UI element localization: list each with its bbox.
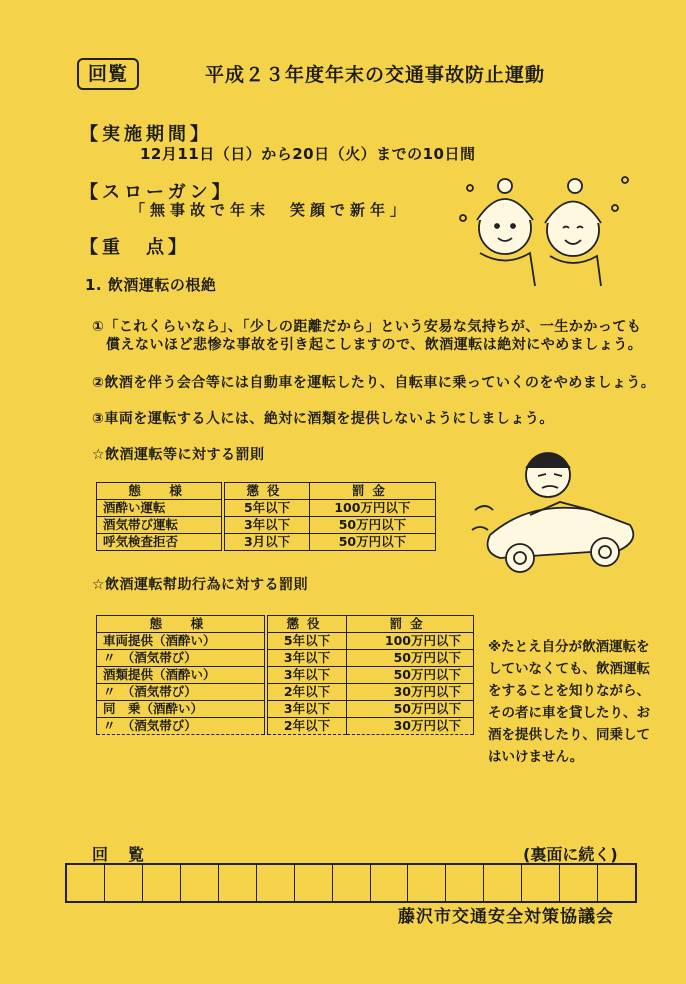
table2-cell: 50万円以下 <box>347 701 474 718</box>
table2-cell: 〃 （酒気帯び） <box>97 650 266 667</box>
table2-cell: 30万円以下 <box>347 684 474 701</box>
point-1a: ①「これくらいなら」、「少しの距離だから」という安易な気持ちが、一生かかっても <box>92 319 642 335</box>
table-row <box>97 684 474 701</box>
table2-cell: 同 乗（酒酔い） <box>97 701 266 718</box>
penalty-table-assistance <box>96 615 474 735</box>
table2-cell: 100万円以下 <box>347 633 474 650</box>
stamp-box <box>105 865 143 901</box>
table2-cell: 50万円以下 <box>347 667 474 684</box>
table2-cell: 酒類提供（酒酔い） <box>97 667 266 684</box>
page-title: 平成２３年度年末の交通事故防止運動 <box>205 64 546 86</box>
focus-item-1: 1. 飲酒運転の根絶 <box>85 276 217 294</box>
table2-header-prison: 懲役 <box>266 616 347 633</box>
stamp-box <box>219 865 257 901</box>
stamp-box <box>67 865 105 901</box>
table2-header-type: 態 様 <box>97 616 266 633</box>
point-3: ③車両を運転する人には、絶対に酒類を提供しないようにしましょう。 <box>92 411 554 427</box>
table1-cell: 50万円以下 <box>309 517 435 534</box>
stamp-box <box>333 865 371 901</box>
drunk-driver-illustration-icon <box>470 440 650 580</box>
table1-header-type: 態 様 <box>97 483 224 500</box>
table1-header-fine: 罰金 <box>309 483 435 500</box>
table1-cell: 3年以下 <box>223 517 309 534</box>
stamp-box <box>560 865 598 901</box>
table2-cell: 車両提供（酒酔い） <box>97 633 266 650</box>
table-row <box>97 500 436 517</box>
table1-cell: 呼気検査拒否 <box>97 534 224 551</box>
children-illustration-icon <box>455 168 645 288</box>
stamp-box <box>257 865 295 901</box>
table2-cell: 30万円以下 <box>347 718 474 735</box>
focus-heading: 【重 点】 <box>80 237 190 258</box>
warning-note: ※たとえ自分が飲酒運転をしていなくても、飲酒運転をすることを知りながら、その者に車を貸したり、お酒を提供したり、同乗してはいけません。 <box>488 639 650 765</box>
table2-cell: 〃 （酒気帯び） <box>97 684 266 701</box>
stamp-box <box>484 865 522 901</box>
table2-cell: 2年以下 <box>266 684 347 701</box>
slogan-text: 「無事故で年末 笑顔で新年」 <box>130 201 411 219</box>
point-2: ②飲酒を伴う会合等には自動車を運転したり、自転車に乗っていくのをやめましょう。 <box>92 375 656 391</box>
slogan-heading: 【スローガン】 <box>80 182 234 203</box>
table-row <box>97 534 436 551</box>
period-heading: 【実施期間】 <box>80 124 212 145</box>
period-text: 12月11日（日）から20日（火）までの10日間 <box>140 145 476 163</box>
table2-cell: 3年以下 <box>266 701 347 718</box>
stamp-box <box>371 865 409 901</box>
stamp-box <box>181 865 219 901</box>
organization-name: 藤沢市交通安全対策協議会 <box>398 907 614 927</box>
stamp-box <box>522 865 560 901</box>
circulation-label: 回覧 <box>92 845 165 864</box>
table1-header-prison: 懲役 <box>223 483 309 500</box>
table2-cell: 50万円以下 <box>347 650 474 667</box>
table2-header-fine: 罰金 <box>347 616 474 633</box>
table1-cell: 3月以下 <box>223 534 309 551</box>
table-row <box>97 650 474 667</box>
continued-label: (裏面に続く) <box>523 845 618 864</box>
table1-cell: 50万円以下 <box>309 534 435 551</box>
table2-cell: 3年以下 <box>266 650 347 667</box>
table-row <box>97 718 474 735</box>
table1-cell: 酒酔い運転 <box>97 500 224 517</box>
table1-caption: ☆飲酒運転等に対する罰則 <box>92 447 265 463</box>
table2-cell: 2年以下 <box>266 718 347 735</box>
stamp-box <box>446 865 484 901</box>
table2-cell: 5年以下 <box>266 633 347 650</box>
stamp-box <box>408 865 446 901</box>
table1-cell: 5年以下 <box>223 500 309 517</box>
stamp-box <box>295 865 333 901</box>
table-row <box>97 633 474 650</box>
circulation-badge: 回覧 <box>77 58 139 90</box>
stamp-box <box>598 865 635 901</box>
table-row <box>97 517 436 534</box>
point-1b: 償えないほど悲惨な事故を引き起こしますので、飲酒運転は絶対にやめましょう。 <box>106 337 643 353</box>
table2-cell: 3年以下 <box>266 667 347 684</box>
table1-cell: 100万円以下 <box>309 500 435 517</box>
table1-cell: 酒気帯び運転 <box>97 517 224 534</box>
table-row <box>97 667 474 684</box>
stamp-box <box>143 865 181 901</box>
table2-caption: ☆飲酒運転幇助行為に対する罰則 <box>92 577 309 593</box>
table2-cell: 〃 （酒気帯び） <box>97 718 266 735</box>
table-row <box>97 701 474 718</box>
circulation-stamp-grid <box>65 863 637 903</box>
penalty-table-drunk-driving <box>96 482 436 551</box>
